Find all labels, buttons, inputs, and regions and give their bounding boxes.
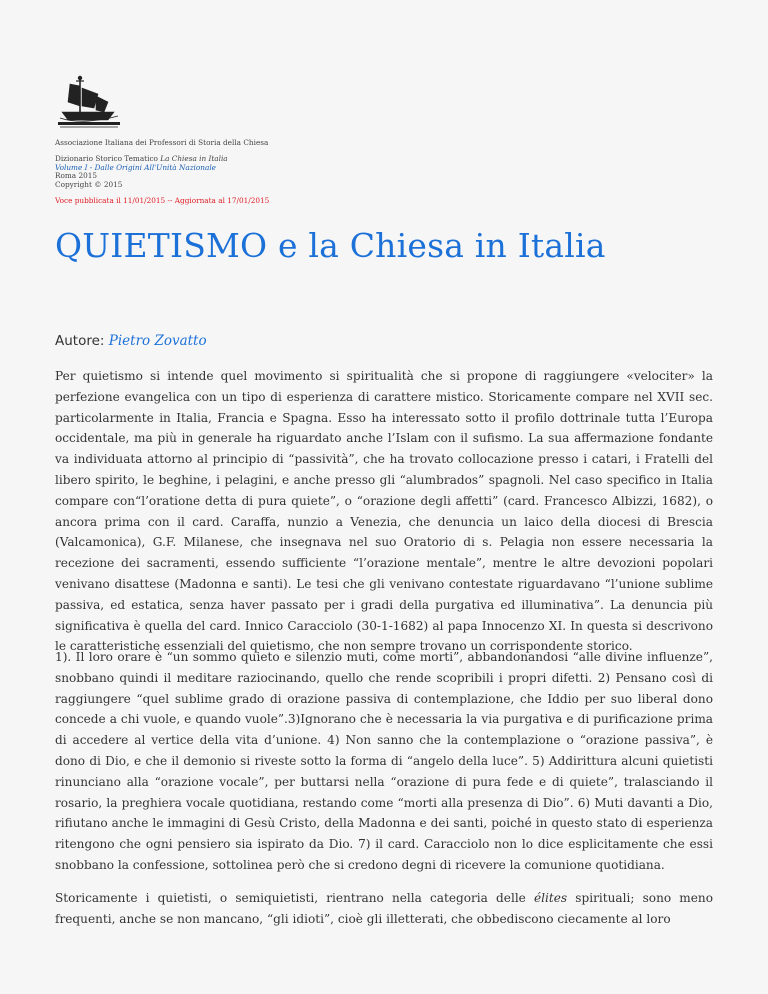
elites-emphasis: élites [534, 891, 568, 905]
publication-meta [55, 155, 228, 189]
published-date: Voce pubblicata il 11/01/2015 -- Aggiornata al 17/01/2015 [55, 196, 270, 205]
dictionary-title: La Chiesa in Italia [160, 154, 228, 163]
paragraph-1: Per quietismo si intende quel movimento si spiritualità che si propone di raggiungere «velociter» la perfezione evangelica con un tipo di esperienza di carattere mistico. Storicamente compare nel XVII sec. particolarmente in Italia, Francia e Spagna. Esso ha interessato sotto il profilo dottrinale tutta l’Europa occidentale, ma più in generale ha riguardato anche l’Islam con il sufismo. La sua affermazione fondante va individuata attorno al principio di “passività”, che ha trovato collocazione presso i catari, i Fratelli del libero spirito, le beghine, i pelagini, e anche presso gli “alumbrados” spagnoli. Nel caso specifico in Italia compare con“l’oratione detta di pura quiete”, o “orazione degli affetti” (card. Francesco Albizzi, 1682), o ancora prima con il card. Caraffa, nunzio a Venezia, che denuncia un laico della diocesi di Brescia (Valcamonica), G.F. Milanese, che insegnava nel suo Oratorio di s. Pelagia non essere necessaria la recezione dei sacramenti, essendo sufficiente “l’orazione mentale”, mentre le altre devozioni popolari venivano disattese (Madonna e santi). Le tesi che gli venivano contestate riguardavano “l’unione sublime passiva, ed estatica, senza haver passato per i gradi della purgativa ed illuminativa”. La denuncia più significativa è quella del card. Innico Caracciolo (30-1-1682) al papa Innocenzo XI. In questa si descrivono le caratteristiche essenziali del quietismo, che non sempre trovano un corrispondente storico. [55, 369, 713, 654]
page-title: QUIETISMO e la Chiesa in Italia [55, 226, 606, 265]
paragraph-3: Storicamente i quietisti, o semiquietisti, rientrano nella categoria delle élites spirituali; sono meno frequenti, anche se non mancano, “gli idioti”, cioè gli illetterati, che obbediscono ciecamente al loro [55, 891, 713, 926]
place-year: Roma 2015 [55, 171, 98, 181]
copyright: Copyright © 2015 [55, 179, 123, 189]
association-name: Associazione Italiana dei Professori di Storia della Chiesa [55, 138, 269, 147]
author-line [55, 333, 207, 349]
dictionary-line: Dizionario Storico Tematico La Chiesa in Italia [55, 154, 228, 163]
author-label: Autore: [55, 333, 109, 349]
volume-link[interactable]: Volume I - Dalle Origini All'Unità Nazionale [55, 162, 216, 172]
ship-logo-icon [58, 72, 120, 130]
paragraph-2: 1). Il loro orare è “un sommo quieto e silenzio muti, come morti”, abbandonandosi “alle divine influenze”, snobbano quindi il meditare raziocinando, quello che rende scopribili i propri difetti. 2) Pensano così di raggiungere “quel sublime grado di orazione passiva di contemplazione, che Iddio per suo liberal dono concede a chi vuole, e quando vuole”.3)Ignorano che è necessaria la via purgativa e di purificazione prima di accedere al vertice della vita d’unione. 4) Non sanno che la contemplazione o “orazione passiva”, è dono di Dio, e che il demonio si riveste sotto la forma di “angelo della luce”. 5) Addirittura alcuni quietisti rinunciano alla “orazione vocale”, per buttarsi nella “orazione di pura fede e di quiete”, tralasciando il rosario, la preghiera vocale quotidiana, restando come “morti alla presenza di Dio”. 6) Muti davanti a Dio, rifiutano anche le immagini di Gesù Cristo, della Madonna e dei santi, poiché in questo stato di esperienza ritengono che ogni pensiero sia ispirato da Dio. 7) il card. Caracciolo non lo dice esplicitamente che essi snobbano la confessione, sottolinea però che si credono degni di ricevere la comunione quotidiana. [55, 650, 713, 872]
author-link[interactable]: Pietro Zovatto [108, 333, 207, 349]
